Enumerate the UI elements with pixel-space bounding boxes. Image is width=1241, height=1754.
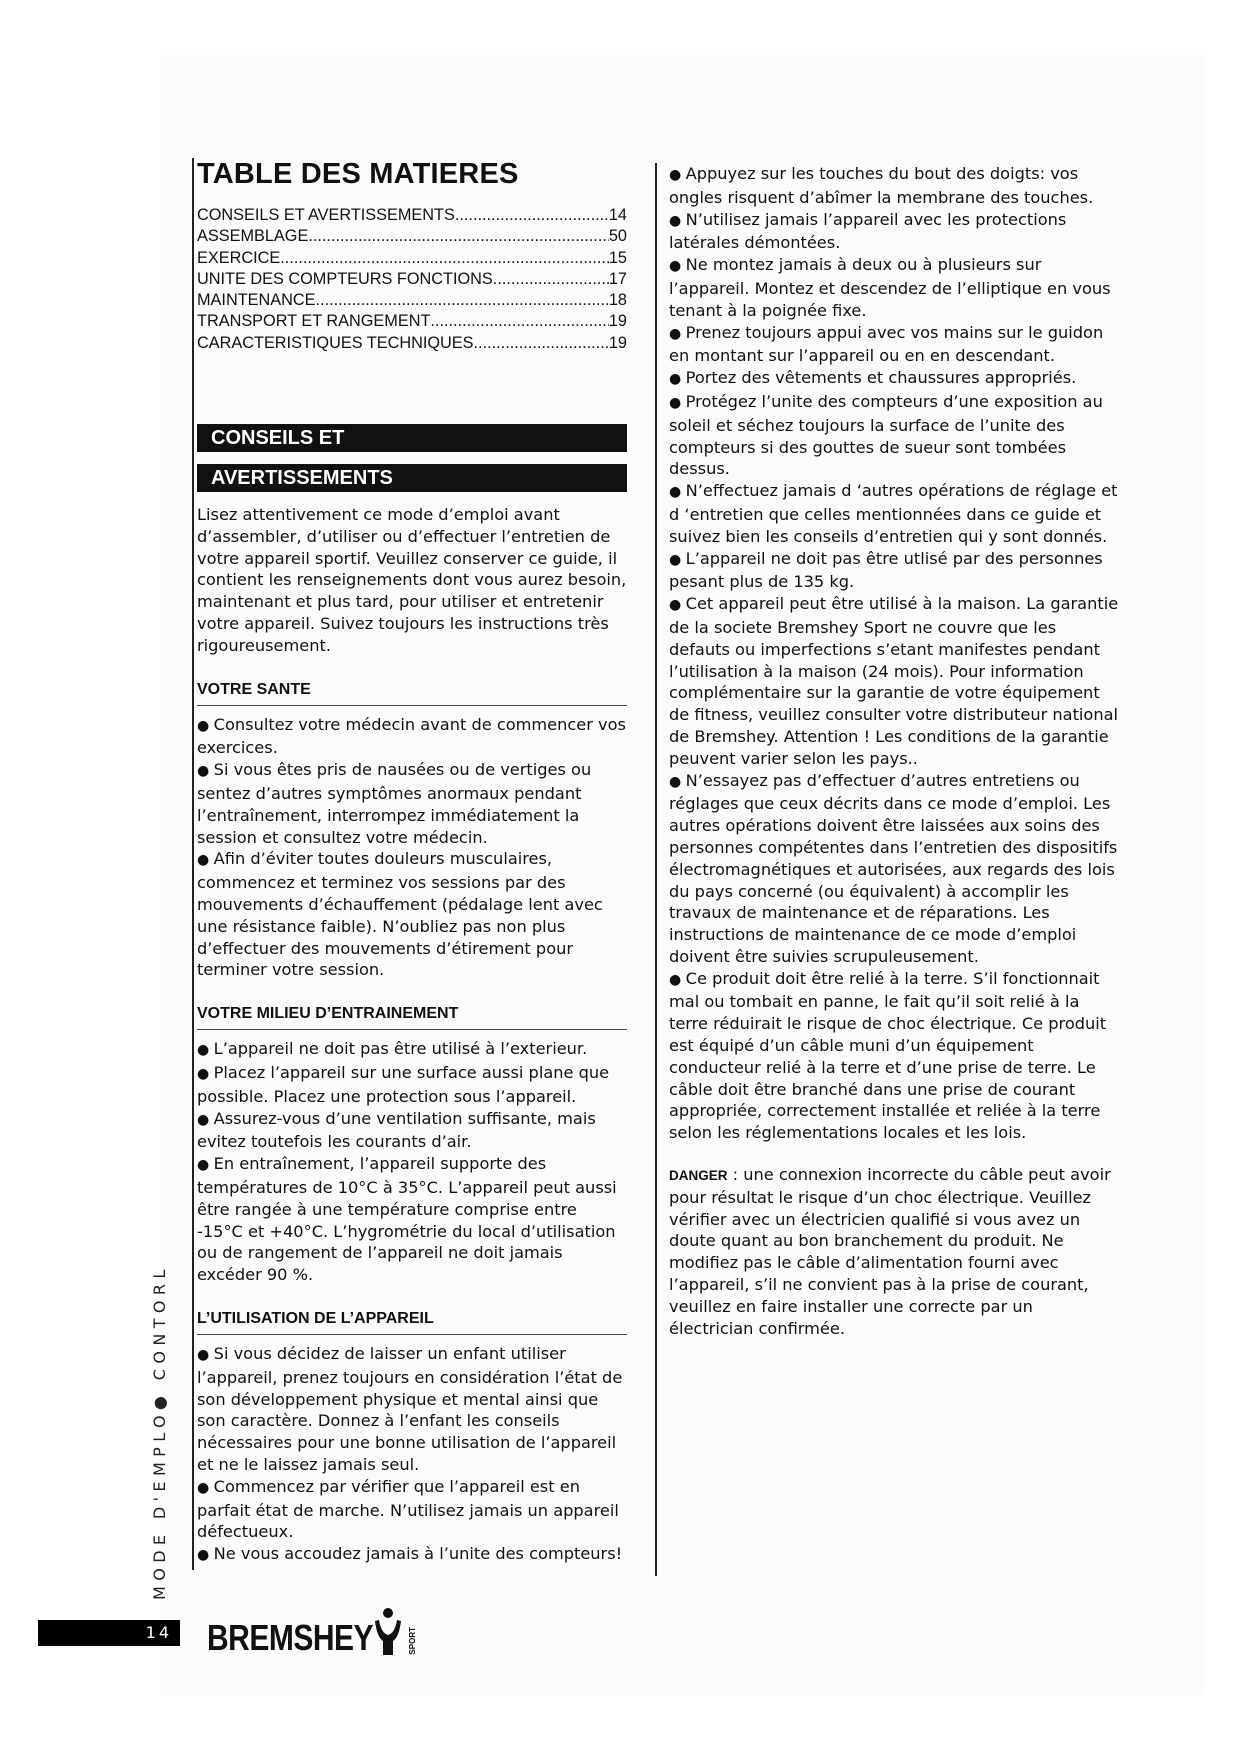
bullet-item: ● Commencez par vérifier que l’appareil est en parfait état de marche. N’utilisez jamais un appareil défectueux. <box>197 1476 627 1543</box>
bullet-item: ● Ne vous accoudez jamais à l’unite des compteurs! <box>197 1543 627 1567</box>
danger-label: DANGER <box>669 1168 728 1184</box>
intro-paragraph: Lisez attentivement ce mode d’emploi avant d’assembler, d’utiliser ou d’effectuer l’entretien de votre appareil sportif. Veuillez conserver ce guide, il contient les renseignements dont vous aurez besoin, maintenant et plus tard, pour utiliser et entretenir votre appareil. Suivez toujours les instructions très rigoureusement. <box>197 505 627 655</box>
subheading-milieu: VOTRE MILIEU D’ENTRAINEMENT <box>197 1003 627 1030</box>
bullet-item: ● Afin d’éviter toutes douleurs musculaires, commencez et terminez vos sessions par des mouvements d’échauffement (pédalage lent avec une résistance faible). N’oubliez pas non plus d’effectuer des mouvements d’étirement pour terminer votre session. <box>197 848 627 981</box>
bullet-item: ● N’effectuez jamais d ‘autres opérations de réglage et d ‘entretien que celles mentionnées dans ce guide et suivez bien les conseils d’entretien qui y sont donnés. <box>669 480 1120 547</box>
toc-entry: ASSEMBLAGE ..... 50 <box>197 226 627 247</box>
bullet-item: ● Cet appareil peut être utilisé à la maison. La garantie de la societe Bremshey Sport ne couvre que les defauts ou imperfections s’etant manifestes pendant l’utilisation à la maison (24 mois). Pour information complémentaire sur la garantie de votre équipement de fitness, veuillez consulter votre distributeur national de Bremshey. Attention ! Les conditions de la garantie peuvent varier selon les pays.. <box>669 593 1120 769</box>
bullet-item: ● Portez des vêtements et chaussures appropriés. <box>669 367 1120 391</box>
bullet-item: ● L’appareil ne doit pas être utlisé par des personnes pesant plus de 135 kg. <box>669 548 1120 594</box>
vertical-side-text: MODE D'EMPLO● CONTORL <box>150 1264 169 1600</box>
bullet-item: ● Prenez toujours appui avec vos mains sur le guidon en montant sur l’appareil ou en en descendant. <box>669 322 1120 368</box>
right-column <box>655 163 1120 1576</box>
bullet-item: ● Si vous êtes pris de nausées ou de vertiges ou sentez d’autres symptômes anormaux pendant l’entraînement, interrompez immédiatement la session et consultez votre médecin. <box>197 759 627 848</box>
danger-paragraph <box>669 1164 1120 1339</box>
logo-sport-text: SPORT <box>408 1627 418 1655</box>
toc-entry: EXERCICE ..... 15 <box>197 248 627 269</box>
danger-text: : une connexion incorrecte du câble peut avoir pour résultat le risque d’un choc électrique. Veuillez vérifier avec un électricien qualifié si vous avez un doute quant au bon branchement du produit. Ne modifiez pas le câble d’alimentation fourni avec l’appareil, s’il ne convient pas à la prise de courant, veuillez en faire installer une correcte par un électrician confirmée. <box>669 1165 1111 1338</box>
bullet-item: ● Ne montez jamais à deux ou à plusieurs sur l’appareil. Montez et descendez de l’elliptique en vous tenant à la poignée fixe. <box>669 254 1120 321</box>
bullet-item: ● L’appareil ne doit pas être utilisé à l’exterieur. <box>197 1038 627 1062</box>
bullet-item: ● Appuyez sur les touches du bout des doigts: vos ongles risquent d’abîmer la membrane des touches. <box>669 163 1120 209</box>
bullet-item: ● Consultez votre médecin avant de commencer vos exercices. <box>197 714 627 760</box>
subheading-sante: VOTRE SANTE <box>197 679 627 706</box>
bullet-item: ● En entraînement, l’appareil supporte des températures de 10°C à 35°C. L’appareil peut aussi être rangée à une température comprise entre -15°C et +40°C. L’hygrométrie du local d’utilisation ou de rangement de l’appareil ne doit jamais excéder 90 %. <box>197 1153 627 1286</box>
bullet-item: ● Ce produit doit être relié à la terre. S’il fonctionnait mal ou tombait en panne, le fait qu’il soit relié à la terre réduirait le risque de choc électrique. Ce produit est équipé d’un câble muni d’un équipement conducteur relié à la terre et d’une prise de terre. Le câble doit être branché dans une prise de courant appropriée, correctement installée et reliée à la terre selon les réglementations locales et les lois. <box>669 968 1120 1144</box>
toc-entry: TRANSPORT ET RANGEMENT ..... 19 <box>197 311 627 332</box>
toc-entry: CONSEILS ET AVERTISSEMENTS ..... 14 <box>197 205 627 226</box>
toc-entry: MAINTENANCE ..... 18 <box>197 290 627 311</box>
logo-wordmark: BREMSHEY <box>207 1618 374 1659</box>
section-header <box>197 424 627 492</box>
bullet-item: ● N’essayez pas d’effectuer d’autres entretiens ou réglages que ceux décrits dans ce mode d’emploi. Les autres opérations doivent être laissées aux soins des personnes compétentes dans l’entretien des dispositifs électromagnétiques et autorisées, aux regards des lois du pays concerné (ou équivalent) à accomplir les travaux de maintenance et de réparations. Les instructions de maintenance de ce mode d’emploi doivent être suivies scrupuleusement. <box>669 770 1120 968</box>
table-of-contents <box>197 205 627 354</box>
logo-figure-icon <box>373 1607 407 1657</box>
bullet-item: ● Si vous décidez de laisser un enfant utiliser l’appareil, prenez toujours en considération l’état de son développement physique et mental ainsi que son caractère. Donnez à l’enfant les conseils nécessaires pour une bonne utilisation de l’appareil et ne le laissez jamais seul. <box>197 1343 627 1476</box>
bullet-item: ● Placez l’appareil sur une surface aussi plane que possible. Placez une protection sous l’appareil. <box>197 1062 627 1108</box>
toc-title: TABLE DES MATIERES <box>197 158 519 190</box>
toc-entry: UNITE DES COMPTEURS FONCTIONS ..... 17 <box>197 269 627 290</box>
section-bar-line2: AVERTISSEMENTS <box>197 464 627 492</box>
section-bar-line1: CONSEILS ET <box>197 424 627 452</box>
bullet-item: ● Protégez l’unite des compteurs d’une exposition au soleil et séchez toujours la surface de l’unite des compteurs si des gouttes de sueur sont tombées dessus. <box>669 391 1120 480</box>
subheading-utilisation: L’UTILISATION DE L’APPAREIL <box>197 1308 627 1335</box>
bremshey-logo <box>207 1607 417 1657</box>
bullet-item: ● Assurez-vous d’une ventilation suffisante, mais evitez toutefois les courants d’air. <box>197 1108 627 1154</box>
page-number: 14 <box>38 1620 180 1646</box>
toc-entry: CARACTERISTIQUES TECHNIQUES ..... 19 <box>197 333 627 354</box>
bullet-item: ● N’utilisez jamais l’appareil avec les protections latérales démontées. <box>669 209 1120 255</box>
left-column <box>192 158 627 1570</box>
